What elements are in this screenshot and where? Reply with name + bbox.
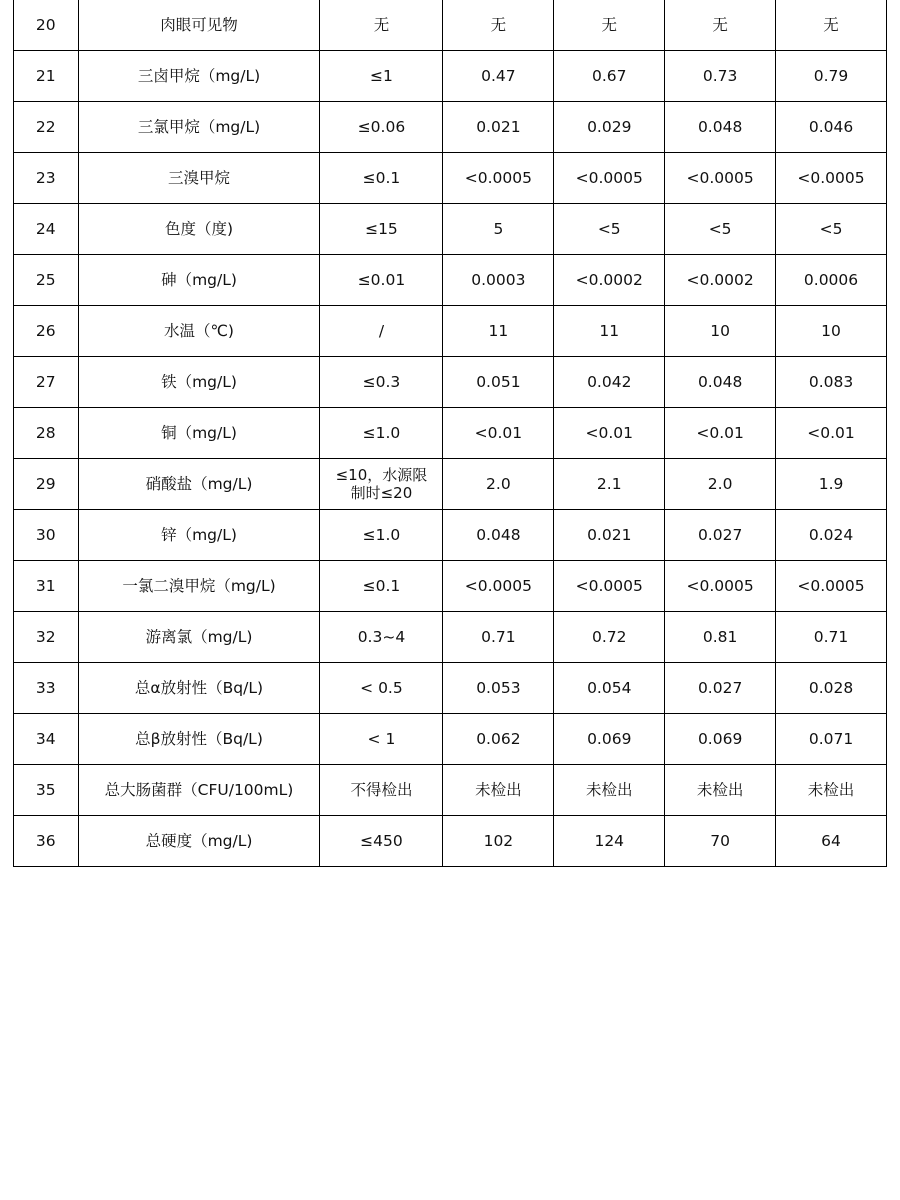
sample-value-cell: 0.028 (776, 663, 887, 714)
sample-value-cell: 0.024 (776, 510, 887, 561)
table-body (14, 0, 887, 867)
sample-value-cell: 0.069 (554, 714, 665, 765)
row-number-cell: 36 (14, 816, 79, 867)
sample-value-cell: <0.01 (665, 408, 776, 459)
sample-value-cell: 0.0006 (776, 255, 887, 306)
sample-value-cell: 无 (665, 0, 776, 51)
limit-cell (320, 51, 443, 102)
limit-cell (320, 306, 443, 357)
item-name-cell: 铜（mg/L) (78, 408, 320, 459)
sample-value-cell: 0.71 (776, 612, 887, 663)
sample-value-cell: 0.027 (665, 510, 776, 561)
sample-value-cell: 2.1 (554, 459, 665, 510)
limit-cell (320, 357, 443, 408)
row-number-cell: 31 (14, 561, 79, 612)
sample-value-cell: <0.0002 (554, 255, 665, 306)
sample-value-cell: 5 (443, 204, 554, 255)
item-name-cell: 色度（度) (78, 204, 320, 255)
limit-cell (320, 816, 443, 867)
sample-value-cell: 124 (554, 816, 665, 867)
limit-text: ≤0.1 (362, 168, 401, 187)
table-row (14, 153, 887, 204)
table-row (14, 663, 887, 714)
item-name-cell: 总α放射性（Bq/L) (78, 663, 320, 714)
sample-value-cell: 11 (554, 306, 665, 357)
table-row (14, 255, 887, 306)
limit-text: ≤1.0 (362, 423, 401, 442)
limit-text: ≤0.1 (362, 576, 401, 595)
table-row (14, 765, 887, 816)
sample-value-cell: 未检出 (665, 765, 776, 816)
limit-text: < 0.5 (360, 678, 403, 697)
sample-value-cell: 0.73 (665, 51, 776, 102)
item-name-cell: 铁（mg/L) (78, 357, 320, 408)
item-name-cell: 硝酸盐（mg/L) (78, 459, 320, 510)
sample-value-cell: <0.0005 (776, 153, 887, 204)
sample-value-cell: <0.0005 (776, 561, 887, 612)
item-name-cell: 三氯甲烷（mg/L) (78, 102, 320, 153)
limit-text: ≤0.3 (362, 372, 401, 391)
sample-value-cell: 0.0003 (443, 255, 554, 306)
limit-cell (320, 561, 443, 612)
limit-cell (320, 663, 443, 714)
sample-value-cell: 0.048 (665, 102, 776, 153)
table-row (14, 612, 887, 663)
row-number-cell: 21 (14, 51, 79, 102)
sample-value-cell: 0.046 (776, 102, 887, 153)
sample-value-cell: 未检出 (443, 765, 554, 816)
sample-value-cell: 0.72 (554, 612, 665, 663)
item-name-cell: 总大肠菌群（CFU/100mL) (78, 765, 320, 816)
limit-cell (320, 714, 443, 765)
row-number-cell: 30 (14, 510, 79, 561)
sample-value-cell: <0.01 (776, 408, 887, 459)
sample-value-cell: <0.0005 (554, 561, 665, 612)
sample-value-cell: 70 (665, 816, 776, 867)
limit-text: 制时≤20 (350, 484, 413, 502)
row-number-cell: 20 (14, 0, 79, 51)
sample-value-cell: 0.048 (665, 357, 776, 408)
sample-value-cell: 2.0 (443, 459, 554, 510)
limit-cell (320, 459, 443, 510)
sample-value-cell: 11 (443, 306, 554, 357)
sample-value-cell: 0.042 (554, 357, 665, 408)
row-number-cell: 23 (14, 153, 79, 204)
item-name-cell: 砷（mg/L) (78, 255, 320, 306)
limit-text: < 1 (367, 729, 396, 748)
sample-value-cell: 10 (776, 306, 887, 357)
limit-cell (320, 255, 443, 306)
water-quality-table (13, 0, 887, 867)
limit-cell (320, 153, 443, 204)
table-row (14, 714, 887, 765)
row-number-cell: 25 (14, 255, 79, 306)
sample-value-cell: 0.021 (554, 510, 665, 561)
table-row (14, 561, 887, 612)
limit-text: 无 (373, 15, 390, 34)
item-name-cell: 水温（℃) (78, 306, 320, 357)
sample-value-cell: <0.01 (443, 408, 554, 459)
sample-value-cell: 0.029 (554, 102, 665, 153)
sample-value-cell: 未检出 (776, 765, 887, 816)
sample-value-cell: 未检出 (554, 765, 665, 816)
limit-text: ≤10，水源限 (335, 466, 428, 484)
sample-value-cell: 0.71 (443, 612, 554, 663)
limit-text: ≤1 (370, 66, 393, 85)
sample-value-cell: 0.053 (443, 663, 554, 714)
sample-value-cell: <0.01 (554, 408, 665, 459)
limit-text: / (378, 321, 385, 340)
table-row (14, 51, 887, 102)
item-name-cell: 三卤甲烷（mg/L) (78, 51, 320, 102)
item-name-cell: 总硬度（mg/L) (78, 816, 320, 867)
limit-cell (320, 0, 443, 51)
sample-value-cell: <0.0005 (665, 561, 776, 612)
sample-value-cell: 102 (443, 816, 554, 867)
row-number-cell: 33 (14, 663, 79, 714)
row-number-cell: 32 (14, 612, 79, 663)
limit-text: ≤0.01 (357, 270, 406, 289)
sample-value-cell: <0.0005 (443, 153, 554, 204)
sample-value-cell: 64 (776, 816, 887, 867)
row-number-cell: 27 (14, 357, 79, 408)
item-name-cell: 肉眼可见物 (78, 0, 320, 51)
sample-value-cell: 无 (554, 0, 665, 51)
sample-value-cell: 无 (443, 0, 554, 51)
table-row (14, 0, 887, 51)
limit-cell (320, 510, 443, 561)
table-row (14, 102, 887, 153)
limit-cell (320, 102, 443, 153)
table-row (14, 204, 887, 255)
item-name-cell: 一氯二溴甲烷（mg/L) (78, 561, 320, 612)
row-number-cell: 22 (14, 102, 79, 153)
limit-text: 不得检出 (350, 780, 413, 799)
sample-value-cell: 10 (665, 306, 776, 357)
sample-value-cell: 0.67 (554, 51, 665, 102)
row-number-cell: 28 (14, 408, 79, 459)
limit-cell (320, 765, 443, 816)
limit-cell (320, 612, 443, 663)
table-row (14, 357, 887, 408)
sample-value-cell: 0.069 (665, 714, 776, 765)
limit-cell (320, 408, 443, 459)
sample-value-cell: 2.0 (665, 459, 776, 510)
item-name-cell: 三溴甲烷 (78, 153, 320, 204)
row-number-cell: 26 (14, 306, 79, 357)
sample-value-cell: 0.083 (776, 357, 887, 408)
sample-value-cell: 0.81 (665, 612, 776, 663)
limit-text: ≤450 (360, 831, 403, 850)
sample-value-cell: 0.79 (776, 51, 887, 102)
limit-text: 0.3~4 (357, 627, 406, 646)
sample-value-cell: 0.47 (443, 51, 554, 102)
table-row (14, 459, 887, 510)
sample-value-cell: <0.0002 (665, 255, 776, 306)
item-name-cell: 游离氯（mg/L) (78, 612, 320, 663)
sample-value-cell: 0.021 (443, 102, 554, 153)
sample-value-cell: 0.048 (443, 510, 554, 561)
table-row (14, 306, 887, 357)
sample-value-cell: 0.071 (776, 714, 887, 765)
table-row (14, 408, 887, 459)
limit-cell (320, 204, 443, 255)
row-number-cell: 29 (14, 459, 79, 510)
sample-value-cell: 无 (776, 0, 887, 51)
sample-value-cell: 1.9 (776, 459, 887, 510)
sample-value-cell: 0.051 (443, 357, 554, 408)
sample-value-cell: 0.054 (554, 663, 665, 714)
limit-text: ≤15 (365, 219, 398, 238)
sample-value-cell: <5 (554, 204, 665, 255)
sample-value-cell: <0.0005 (443, 561, 554, 612)
sample-value-cell: <5 (776, 204, 887, 255)
sample-value-cell: <5 (665, 204, 776, 255)
row-number-cell: 24 (14, 204, 79, 255)
sample-value-cell: <0.0005 (665, 153, 776, 204)
row-number-cell: 35 (14, 765, 79, 816)
limit-text: ≤0.06 (357, 117, 406, 136)
limit-text: ≤1.0 (362, 525, 401, 544)
sample-value-cell: 0.062 (443, 714, 554, 765)
row-number-cell: 34 (14, 714, 79, 765)
sample-value-cell: <0.0005 (554, 153, 665, 204)
table-row (14, 510, 887, 561)
sample-value-cell: 0.027 (665, 663, 776, 714)
item-name-cell: 总β放射性（Bq/L) (78, 714, 320, 765)
table-row (14, 816, 887, 867)
item-name-cell: 锌（mg/L) (78, 510, 320, 561)
